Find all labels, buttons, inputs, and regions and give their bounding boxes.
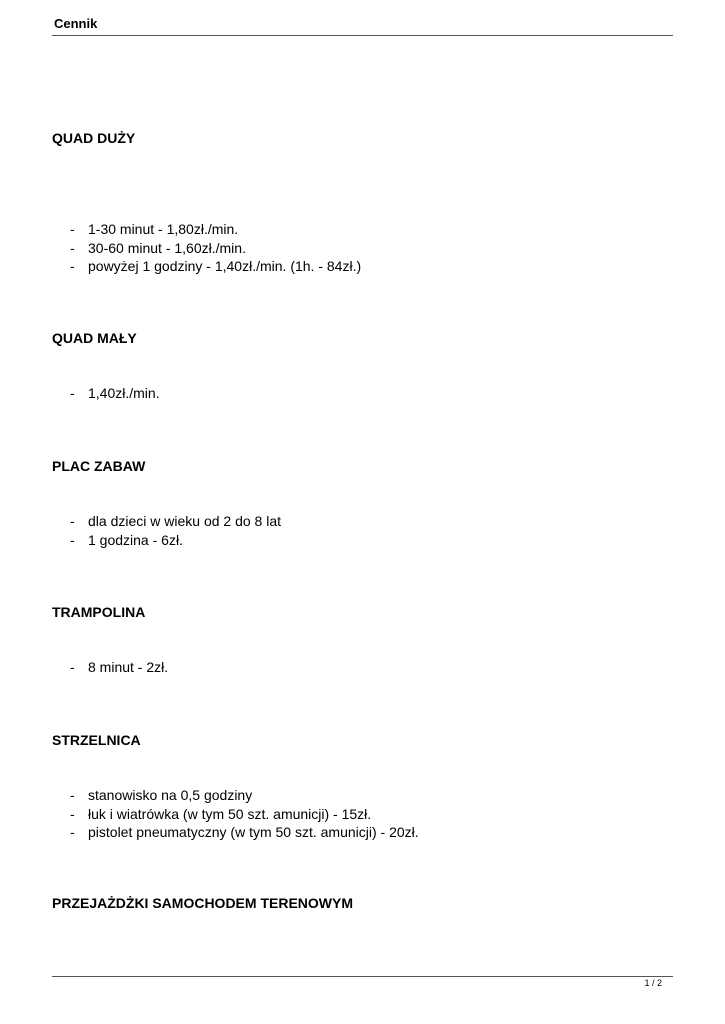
list-marker: - xyxy=(70,385,75,401)
list-item-text: powyżej 1 godziny - 1,40zł./min. (1h. - 84zł.) xyxy=(88,258,362,274)
list-item xyxy=(70,512,281,531)
page-number: 1 / 2 xyxy=(644,978,662,988)
price-list-strzelnica xyxy=(70,786,419,842)
list-marker: - xyxy=(70,221,75,237)
list-item-text: 1,40zł./min. xyxy=(88,385,160,401)
list-item-text: 8 minut - 2zł. xyxy=(88,659,169,675)
list-item-text: stanowisko na 0,5 godziny xyxy=(88,787,253,803)
list-marker: - xyxy=(70,805,75,822)
price-list-plac-zabaw xyxy=(70,512,281,549)
list-item-text: 1-30 minut - 1,80zł./min. xyxy=(88,221,239,237)
list-item xyxy=(70,257,361,276)
price-list-quad-maly xyxy=(70,384,160,403)
footer-divider xyxy=(52,976,673,977)
list-item xyxy=(70,786,419,805)
section-heading-quad-maly: QUAD MAŁY xyxy=(52,330,137,346)
list-item-text: 30-60 minut - 1,60zł./min. xyxy=(88,239,246,256)
list-marker: - xyxy=(70,824,75,840)
price-list-quad-duzy xyxy=(70,220,361,276)
section-heading-trampolina: TRAMPOLINA xyxy=(52,604,146,620)
list-item xyxy=(70,658,168,677)
list-item xyxy=(70,239,361,258)
list-marker: - xyxy=(70,258,75,274)
list-item xyxy=(70,823,419,842)
list-item xyxy=(70,531,281,550)
list-item xyxy=(70,384,160,403)
list-marker: - xyxy=(70,659,75,675)
list-item-text: 1 godzina - 6zł. xyxy=(88,531,183,548)
section-heading-quad-duzy: QUAD DUŻY xyxy=(52,130,136,146)
list-item xyxy=(70,805,419,824)
section-heading-przejazdzki: PRZEJAŻDŻKI SAMOCHODEM TERENOWYM xyxy=(52,895,353,911)
list-marker: - xyxy=(70,787,75,803)
price-list-trampolina xyxy=(70,658,168,677)
list-marker: - xyxy=(70,239,75,256)
list-item-text: dla dzieci w wieku od 2 do 8 lat xyxy=(88,513,281,529)
section-heading-strzelnica: STRZELNICA xyxy=(52,732,141,748)
list-item-text: łuk i wiatrówka (w tym 50 szt. amunicji) - 15zł. xyxy=(88,805,372,822)
page-title: Cennik xyxy=(54,16,98,31)
list-marker: - xyxy=(70,531,75,548)
section-heading-plac-zabaw: PLAC ZABAW xyxy=(52,458,146,474)
list-item-text: pistolet pneumatyczny (w tym 50 szt. amunicji) - 20zł. xyxy=(88,824,419,840)
list-marker: - xyxy=(70,513,75,529)
list-item xyxy=(70,220,361,239)
header-divider xyxy=(52,35,673,36)
